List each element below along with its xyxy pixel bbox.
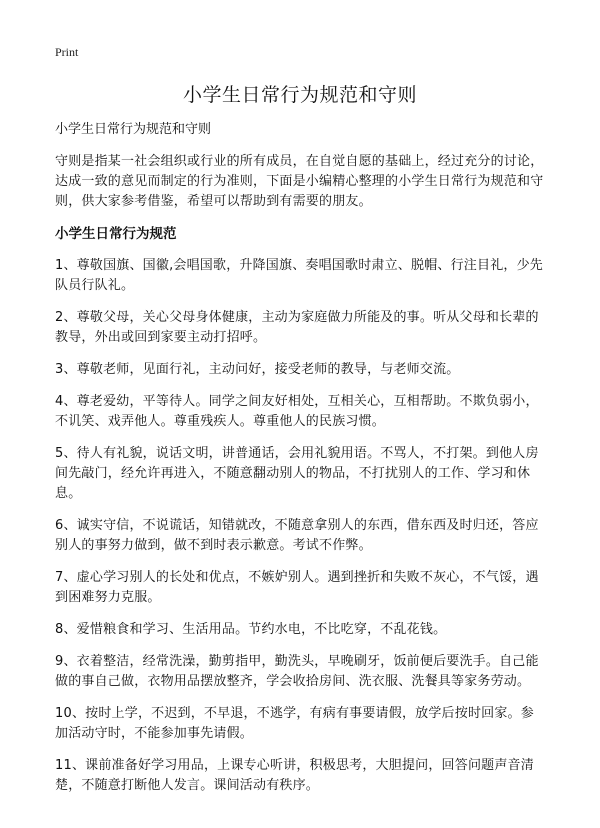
- rule-item-5: 5、待人有礼貌，说话文明，讲普通话，会用礼貌用语。不骂人，不打架。到他人房间先敲门，经允许再进入，不随意翻动别人的物品，不打扰别人的工作、学习和休息。: [55, 446, 539, 501]
- rule-item-2: 2、尊敬父母，关心父母身体健康，主动为家庭做力所能及的事。听从父母和长辈的教导，外出或回到家要主动打招呼。: [55, 310, 539, 345]
- rule-item-1: 1、尊敬国旗、国徽,会唱国歌，升降国旗、奏唱国歌时肃立、脱帽、行注目礼，少先队员行队礼。: [55, 258, 544, 293]
- rule-item-9: 9、衣着整洁，经常洗澡，勤剪指甲，勤洗头，早晚刷牙，饭前便后要洗手。自己能做的事自己做，衣物用品摆放整齐，学会收拾房间、洗衣服、洗餐具等家务劳动。: [55, 654, 539, 689]
- document-subtitle: 小学生日常行为规范和守则: [55, 122, 212, 137]
- rule-item-3: 3、尊敬老师，见面行礼，主动问好，接受老师的教导，与老师交流。: [55, 362, 460, 377]
- print-link[interactable]: Print: [55, 45, 79, 59]
- intro-paragraph: 守则是指某一社会组织或行业的所有成员，在自觉自愿的基础上，经过充分的讨论，达成一致的意见而制定的行为准则，下面是小编精心整理的小学生日常行为规范和守则，供大家参考借鉴，希望可以帮助到有需要的朋友。: [55, 154, 544, 209]
- rule-item-10: 10、按时上学，不迟到，不早退，不逃学，有病有事要请假，放学后按时回家。参加活动守时，不能参加事先请假。: [55, 706, 534, 741]
- document-body: [55, 120, 545, 808]
- rule-item-6: 6、诚实守信，不说谎话，知错就改，不随意拿别人的东西，借东西及时归还，答应别人的事努力做到，做不到时表示歉意。考试不作弊。: [55, 518, 539, 553]
- rule-item-11: 11、课前准备好学习用品，上课专心听讲，积极思考，大胆提问，回答问题声音清楚，不随意打断他人发言。课间活动有秩序。: [55, 758, 534, 793]
- rule-item-7: 7、虚心学习别人的长处和优点，不嫉妒别人。遇到挫折和失败不灰心，不气馁，遇到困难努力克服。: [55, 570, 539, 605]
- rule-item-8: 8、爱惜粮食和学习、生活用品。节约水电，不比吃穿，不乱花钱。: [55, 622, 447, 637]
- section-heading: 小学生日常行为规范: [55, 226, 177, 242]
- page-title: 小学生日常行为规范和守则: [182, 84, 417, 106]
- rule-item-4: 4、尊老爱幼，平等待人。同学之间友好相处，互相关心，互相帮助。不欺负弱小，不讥笑、戏弄他人。尊重残疾人。尊重他人的民族习惯。: [55, 394, 539, 429]
